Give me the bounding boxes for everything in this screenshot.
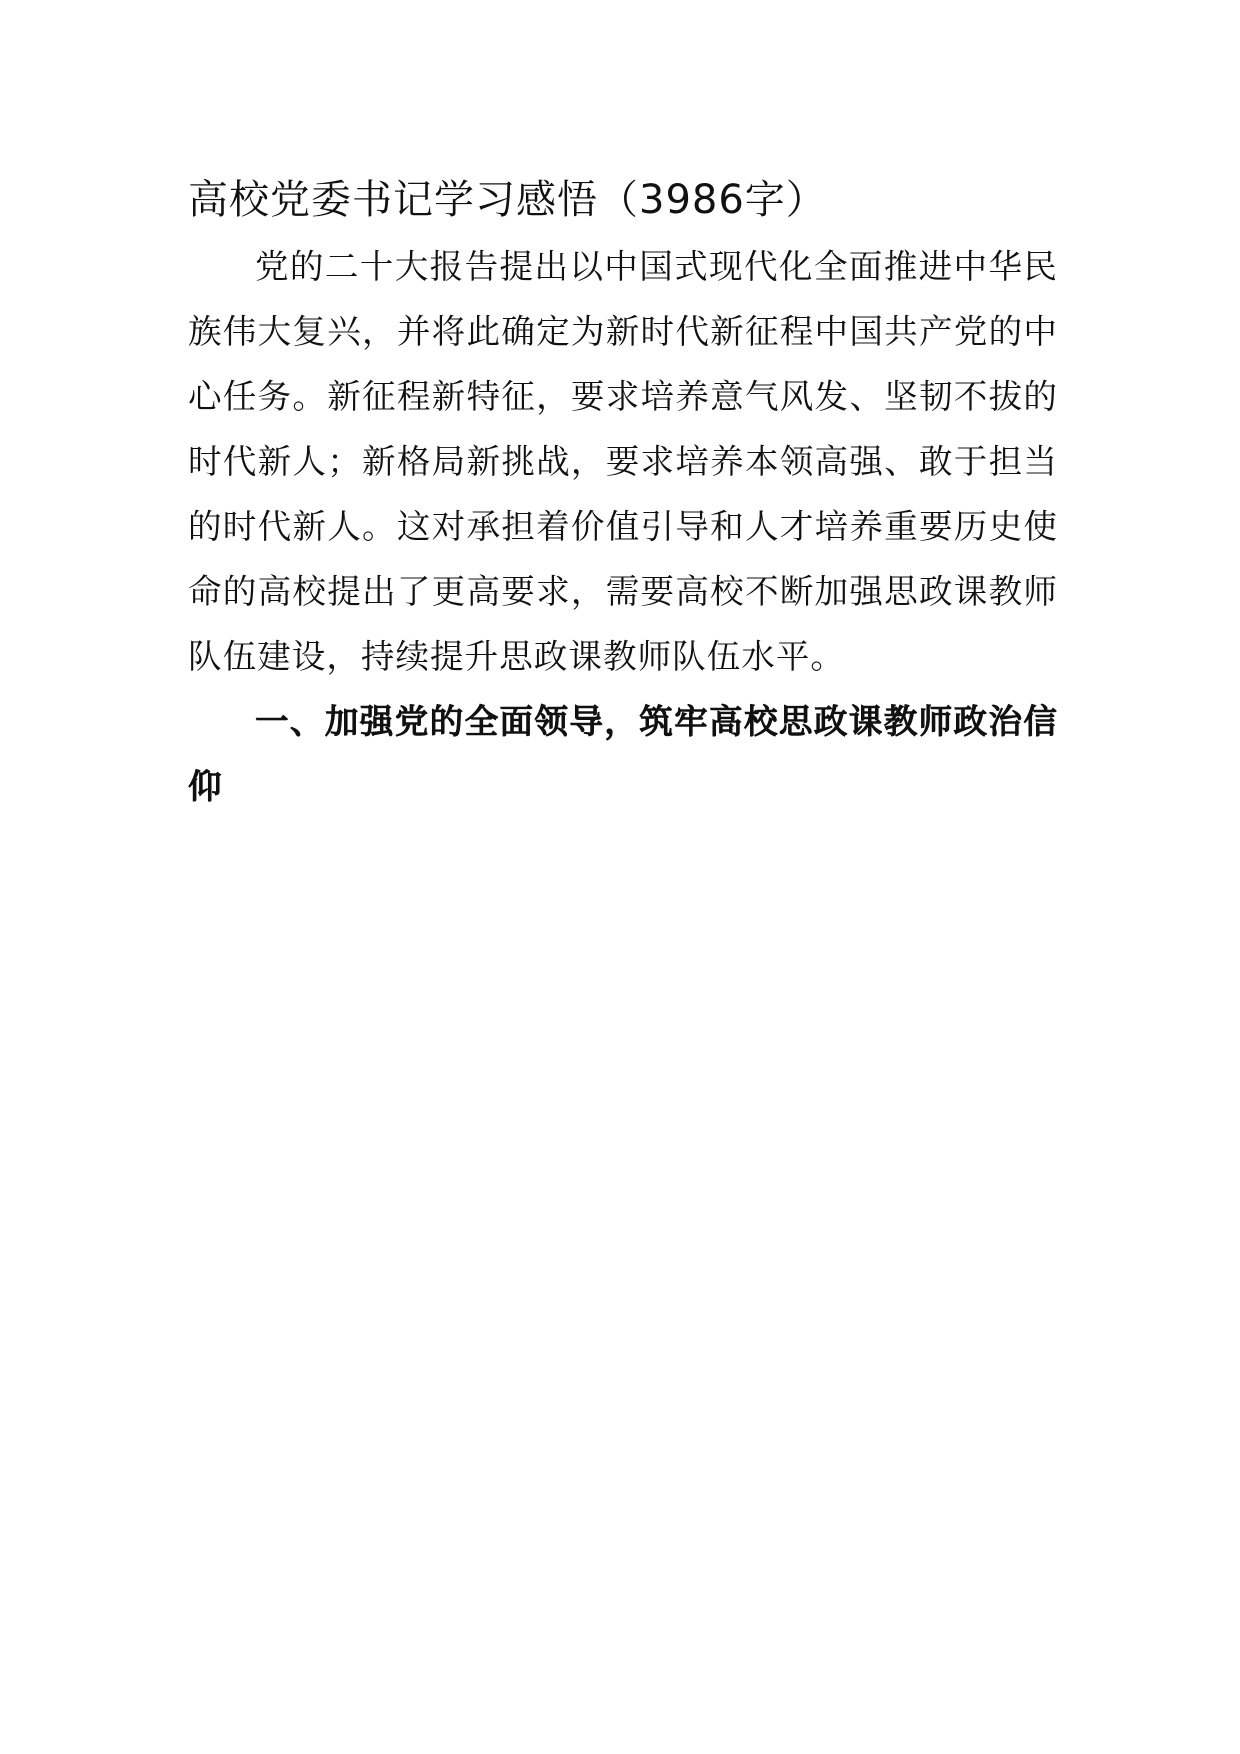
document-content — [188, 172, 1058, 819]
section-heading: 一、加强党的全面领导，筑牢高校思政课教师政治信仰 — [188, 702, 1058, 806]
document-title: 高校党委书记学习感悟（3986字） — [188, 177, 827, 223]
intro-paragraph: 党的二十大报告提出以中国式现代化全面推进中华民族伟大复兴，并将此确定为新时代新征程中国共产党的中心任务。新征程新特征，要求培养意气风发、坚韧不拔的时代新人；新格局新挑战，要求培养本领高强、敢于担当的时代新人。这对承担着价值引导和人才培养重要历史使命的高校提出了更高要求，需要高校不断加强思政课教师队伍建设，持续提升思政课教师队伍水平。 — [188, 247, 1058, 676]
